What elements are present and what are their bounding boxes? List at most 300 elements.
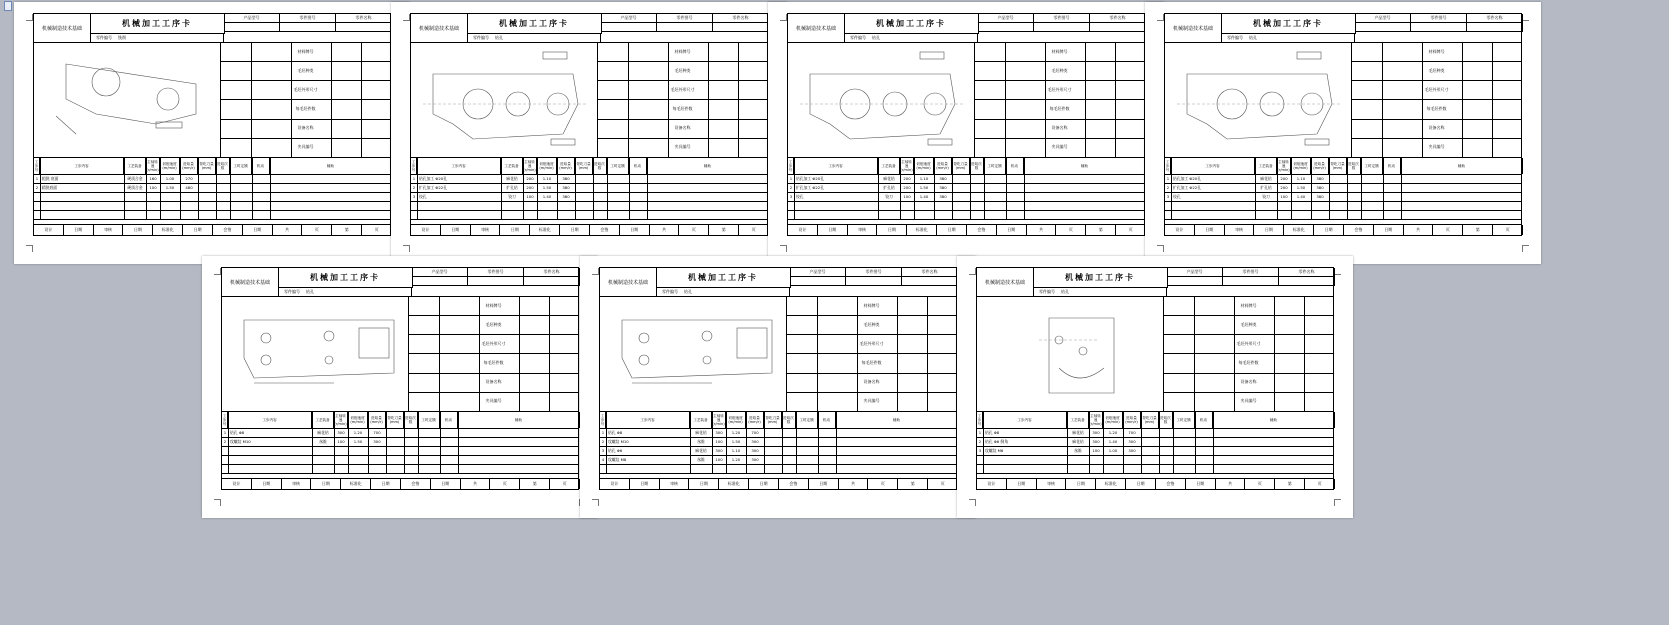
signature-cell: 设计 <box>1165 225 1195 235</box>
steps-header-cell: 工艺装备 <box>1067 412 1089 428</box>
grid-line <box>417 158 418 220</box>
info-row <box>598 80 767 100</box>
grid-line <box>1141 412 1142 474</box>
grid-line <box>198 158 199 220</box>
step-tool: 麻花钻 <box>695 429 707 435</box>
steps-header-cell: 主轴转速 (r/min) <box>1277 160 1290 172</box>
grid-line <box>1194 296 1195 411</box>
step-feed: 300 <box>1128 448 1136 453</box>
meta-cell <box>978 23 1034 32</box>
signature-cell: 审核 <box>660 479 690 489</box>
info-row <box>1352 80 1521 100</box>
step-rpm: 160 <box>149 176 157 181</box>
part-number-row <box>1033 287 1167 296</box>
steps-header-cell: 工步内容 <box>40 158 124 174</box>
steps-header-cell: 工步号 <box>977 414 982 426</box>
grid-line <box>501 158 502 220</box>
step-feed: 380 <box>1316 194 1324 199</box>
grid-line <box>1382 42 1383 157</box>
steps-header-cell: 主轴转速 (r/min) <box>334 414 347 426</box>
grid-line <box>1492 42 1493 157</box>
grid-line <box>818 412 819 474</box>
steps-header-cell: 工步号 <box>1165 160 1170 172</box>
steps-header-cell: 工时定额 <box>984 158 1006 174</box>
grid-line <box>1291 158 1292 220</box>
info-row <box>1352 100 1521 120</box>
meta-cell: 零件图号 <box>1223 268 1279 277</box>
meta-cell: 零件图号 <box>1411 14 1467 23</box>
grid-line <box>418 412 419 474</box>
process-info <box>1163 296 1333 411</box>
grid-line <box>629 158 630 220</box>
grid-line <box>857 296 858 411</box>
step-no: 1 <box>1166 176 1170 181</box>
grid-line <box>1024 158 1025 220</box>
meta-grid <box>412 268 578 296</box>
meta-cell: 产品型号 <box>412 268 468 277</box>
steps-header-cell: 切削速度 (m/min) <box>348 412 368 428</box>
grid-line <box>607 158 608 220</box>
signature-cell: 会签 <box>779 479 809 489</box>
step-rpm: 100 <box>526 194 534 199</box>
info-label: 夹具编号 <box>1240 398 1257 404</box>
part-drawing <box>790 44 972 156</box>
step-content: 粗铣 底面 <box>42 175 59 181</box>
table-row <box>411 210 767 220</box>
step-no: 2 <box>789 185 793 190</box>
crop-mark <box>214 268 221 275</box>
meta-cell: 零件名称 <box>902 268 958 277</box>
steps-header-cell: 背吃刀量 (mm) <box>1329 158 1347 174</box>
grid-line <box>334 412 335 474</box>
step-speed: 1.10 <box>919 176 929 181</box>
info-row <box>409 334 578 354</box>
info-label: 每毛坯件数 <box>672 106 693 112</box>
info-label: 设备名称 <box>297 125 314 131</box>
table-row <box>34 210 390 220</box>
step-no: 2 <box>35 185 39 190</box>
step-feed: 480 <box>185 185 193 190</box>
steps-header <box>222 412 578 429</box>
signature-cell: 页 <box>1057 225 1087 235</box>
crop-mark <box>403 245 410 252</box>
step-rpm: 300 <box>1092 430 1100 435</box>
step-label: 铣削 <box>118 34 126 40</box>
step-tool: 麻花钻 <box>695 447 707 453</box>
steps-header-cell: 切削速度 (m/min) <box>914 158 934 174</box>
grid-line <box>983 412 984 474</box>
signature-cell: 日期 <box>1374 225 1404 235</box>
document-page <box>14 2 410 264</box>
step-rpm: 100 <box>1280 194 1288 199</box>
card-header <box>977 268 1333 297</box>
info-row <box>975 80 1144 100</box>
step-label: 钻孔 <box>495 34 503 40</box>
steps-header-cell: 工步号 <box>222 414 227 426</box>
grid-line <box>1361 158 1362 220</box>
factory-name: 机械制造技术基础 <box>977 268 1034 296</box>
factory-name: 机械制造技术基础 <box>788 14 845 42</box>
steps-header <box>788 158 1144 175</box>
crop-mark <box>26 245 33 252</box>
grid-line <box>439 296 440 411</box>
grid-line <box>228 412 229 474</box>
steps-header-cell: 辅助 <box>647 158 769 174</box>
step-speed: 1.20 <box>1108 430 1118 435</box>
step-label: 钻孔 <box>306 288 314 294</box>
info-label: 材料牌号 <box>1051 48 1068 54</box>
process-steps-table <box>34 157 390 220</box>
steps-header-cell: 切削速度 (m/min) <box>1103 412 1123 428</box>
info-row <box>409 373 578 393</box>
meta-cell <box>336 23 392 32</box>
crop-mark <box>26 14 33 21</box>
steps-header <box>411 158 767 175</box>
signature-cell: 设计 <box>788 225 818 235</box>
step-feed: 300 <box>751 448 759 453</box>
info-label: 毛坯外形尺寸 <box>859 340 884 346</box>
signature-cell: 日期 <box>441 225 471 235</box>
meta-cell <box>790 277 846 286</box>
grid-line <box>312 412 313 474</box>
meta-cell <box>524 277 580 286</box>
grid-line <box>1274 296 1275 411</box>
part-number-label: 零件编号 <box>662 288 678 294</box>
steps-header-cell: 工艺装备 <box>878 158 900 174</box>
crop-mark <box>403 14 410 21</box>
step-no: 1 <box>789 176 793 181</box>
steps-header-cell: 切削速度 (m/min) <box>726 412 746 428</box>
grid-line <box>1213 412 1214 474</box>
info-label: 毛坯外形尺寸 <box>1424 86 1449 92</box>
info-row <box>787 296 956 316</box>
meta-cell <box>1090 23 1146 32</box>
steps-header-cell: 工步内容 <box>228 412 312 428</box>
signature-cell: 审核 <box>848 225 878 235</box>
step-tool: 硬质合金 <box>127 175 143 181</box>
signature-cell: 日期 <box>1314 225 1344 235</box>
steps-header-cell: 机动 <box>1006 158 1024 174</box>
step-tool: 麻花钻 <box>506 175 518 181</box>
grid-line <box>252 158 253 220</box>
grid-line <box>331 42 332 157</box>
signature-cell: 页 <box>1493 225 1523 235</box>
steps-header-cell: 进给量 (mm/r) <box>180 158 198 174</box>
signature-cell: 标准化 <box>1096 479 1126 489</box>
signature-cell: 日期 <box>690 479 720 489</box>
grid-line <box>817 296 818 411</box>
step-speed: 1.50 <box>919 185 929 190</box>
step-speed: 1.50 <box>731 439 741 444</box>
step-content: 钻孔 Φ8 <box>608 429 623 435</box>
grid-line <box>1462 42 1463 157</box>
step-content: 钻孔 Φ8 <box>985 429 1000 435</box>
step-tool: 铰刀 <box>1262 193 1270 199</box>
meta-cell: 零件名称 <box>524 268 580 277</box>
steps-header-cell: 工艺装备 <box>124 158 146 174</box>
grid-line <box>927 296 928 411</box>
grid-line <box>575 158 576 220</box>
card-title: 机械加工工序卡 <box>467 14 602 34</box>
signature-cell: 日期 <box>1067 479 1097 489</box>
grid-line <box>1115 42 1116 157</box>
step-tool: 丝锥 <box>697 438 705 444</box>
steps-header-cell: 背吃刀量 (mm) <box>764 412 782 428</box>
step-speed: 1.20 <box>353 430 363 435</box>
info-row <box>787 392 956 412</box>
info-row <box>1164 373 1333 393</box>
info-row <box>598 42 767 62</box>
signature-cell: 第 <box>1086 225 1116 235</box>
step-tool: 扩孔钻 <box>1260 184 1272 190</box>
grid-line <box>900 158 901 220</box>
part-number-label: 零件编号 <box>1039 288 1055 294</box>
meta-cell <box>468 277 524 286</box>
steps-header-cell: 工步号 <box>600 414 605 426</box>
card-header <box>411 14 767 43</box>
grid-line <box>970 158 971 220</box>
grid-line <box>746 412 747 474</box>
steps-header <box>600 412 956 429</box>
signature-cell: 第 <box>332 225 362 235</box>
steps-header-cell: 进给次数 <box>404 412 418 428</box>
step-speed: 1.20 <box>731 430 741 435</box>
steps-header-cell: 进给量 (mm/r) <box>1123 412 1141 428</box>
steps-header <box>1165 158 1521 175</box>
grid-line <box>230 158 231 220</box>
info-row <box>221 80 390 100</box>
grid-line <box>1123 412 1124 474</box>
step-feed: 300 <box>751 439 759 444</box>
info-row <box>975 61 1144 81</box>
meta-cell <box>224 23 280 32</box>
steps-header-cell: 工艺装备 <box>1255 158 1277 174</box>
step-content: 扩孔加工 Φ22孔 <box>796 184 825 190</box>
grid-line <box>1005 42 1006 157</box>
part-number-row <box>1221 33 1355 42</box>
signature-cell: 页 <box>362 225 392 235</box>
step-tool: 硬质合金 <box>127 184 143 190</box>
step-content: 钻孔加工 Φ20孔 <box>1173 175 1202 181</box>
grid-line <box>738 42 739 157</box>
step-feed: 700 <box>751 430 759 435</box>
step-no: 4 <box>601 457 605 462</box>
crop-mark <box>969 268 976 275</box>
grid-line <box>712 412 713 474</box>
step-no: 3 <box>412 194 416 199</box>
grid-line <box>348 412 349 474</box>
step-content: 攻螺纹 M8 <box>608 456 627 462</box>
signature-cell: 页 <box>1434 225 1464 235</box>
part-drawing <box>602 298 784 410</box>
step-feed: 300 <box>751 457 759 462</box>
process-card <box>1164 13 1522 236</box>
step-tool: 麻花钻 <box>1072 429 1084 435</box>
signature-cell: 审核 <box>1225 225 1255 235</box>
signature-cell: 页 <box>928 479 958 489</box>
signature-cell: 页 <box>303 225 333 235</box>
process-steps-table <box>1165 157 1521 220</box>
step-rpm: 200 <box>526 185 534 190</box>
step-feed: 380 <box>1316 176 1324 181</box>
steps-header-cell: 机动 <box>440 412 458 428</box>
signature-cell: 日期 <box>64 225 94 235</box>
info-row <box>598 119 767 139</box>
crop-mark <box>592 268 599 275</box>
step-tool: 丝锥 <box>697 456 705 462</box>
info-label: 设备名称 <box>674 125 691 131</box>
meta-cell <box>280 23 336 32</box>
steps-header-cell: 工时定额 <box>1361 158 1383 174</box>
signature-cell: 共 <box>1027 225 1057 235</box>
info-row <box>1352 119 1521 139</box>
info-label: 每毛坯件数 <box>1049 106 1070 112</box>
signature-cell: 会签 <box>967 225 997 235</box>
step-tool: 扩孔钻 <box>506 184 518 190</box>
step-content: 精铣底面 <box>42 184 58 190</box>
info-label: 材料牌号 <box>674 48 691 54</box>
process-steps-table <box>788 157 1144 220</box>
process-info <box>786 296 956 411</box>
step-content: 攻螺纹 M10 <box>230 438 251 444</box>
info-row <box>1352 138 1521 158</box>
step-feed: 700 <box>373 430 381 435</box>
signature-cell: 日期 <box>878 225 908 235</box>
grid-line <box>270 158 271 220</box>
steps-header-cell: 工步内容 <box>606 412 690 428</box>
grid-line <box>1311 158 1312 220</box>
step-speed: 1.10 <box>731 448 741 453</box>
steps-header-cell: 切削速度 (m/min) <box>1291 158 1311 174</box>
process-card <box>221 267 579 490</box>
step-feed: 380 <box>562 194 570 199</box>
meta-cell: 产品型号 <box>978 14 1034 23</box>
crop-mark <box>780 245 787 252</box>
step-speed: 1.00 <box>1108 448 1118 453</box>
signature-cell: 审核 <box>471 225 501 235</box>
info-label: 设备名称 <box>1428 125 1445 131</box>
card-title: 机械加工工序卡 <box>656 268 791 288</box>
signature-cell: 日期 <box>1186 479 1216 489</box>
info-row <box>787 354 956 374</box>
info-label: 设备名称 <box>1240 379 1257 385</box>
signature-row <box>977 478 1333 489</box>
step-feed: 700 <box>1128 430 1136 435</box>
steps-header-cell: 工时定额 <box>230 158 252 174</box>
step-rpm: 300 <box>715 430 723 435</box>
step-rpm: 100 <box>715 457 723 462</box>
info-label: 每毛坯件数 <box>1238 360 1259 366</box>
grid-line <box>124 158 125 220</box>
part-number-row <box>278 287 412 296</box>
info-row <box>975 100 1144 120</box>
steps-header-cell: 进给量 (mm/r) <box>557 158 575 174</box>
step-speed: 1.50 <box>1296 185 1306 190</box>
step-tool: 丝锥 <box>1074 447 1082 453</box>
grid-line <box>519 296 520 411</box>
grid-line <box>897 296 898 411</box>
step-feed: 380 <box>1316 185 1324 190</box>
step-no: 2 <box>601 439 605 444</box>
grid-line <box>1089 412 1090 474</box>
card-header <box>34 14 390 43</box>
info-label: 材料牌号 <box>863 302 880 308</box>
step-speed: 1.50 <box>353 439 363 444</box>
document-page <box>768 2 1164 264</box>
step-no: 1 <box>223 430 227 435</box>
signature-cell: 第 <box>1275 479 1305 489</box>
steps-header-cell: 工步号 <box>34 160 39 172</box>
step-speed: 1.20 <box>731 457 741 462</box>
steps-header-cell: 辅助 <box>1213 412 1335 428</box>
steps-header-cell: 主轴转速 (r/min) <box>1089 414 1102 426</box>
grid-line <box>557 158 558 220</box>
process-steps-table <box>600 411 956 474</box>
grid-line <box>404 412 405 474</box>
signature-cell: 日期 <box>818 225 848 235</box>
signature-cell: 标准化 <box>341 479 371 489</box>
grid-line <box>647 158 648 220</box>
steps-header-cell: 辅助 <box>458 412 580 428</box>
step-tool: 麻花钻 <box>1072 438 1084 444</box>
steps-header-cell: 主轴转速 (r/min) <box>523 160 536 172</box>
step-content: 钻孔 Φ6 <box>608 447 623 453</box>
process-card <box>599 267 957 490</box>
grid-line <box>782 412 783 474</box>
document-page <box>957 256 1353 518</box>
signature-row <box>1165 224 1521 235</box>
info-row <box>221 61 390 81</box>
signature-cell: 会签 <box>213 225 243 235</box>
grid-line <box>606 412 607 474</box>
grid-line <box>1234 296 1235 411</box>
signature-cell: 页 <box>1116 225 1146 235</box>
grid-line <box>386 412 387 474</box>
table-row <box>600 464 956 474</box>
steps-header-cell: 进给量 (mm/r) <box>746 412 764 428</box>
info-row <box>975 42 1144 62</box>
grid-line <box>458 412 459 474</box>
card-title: 机械加工工序卡 <box>1033 268 1168 288</box>
document-page <box>580 256 976 518</box>
meta-grid <box>224 14 390 42</box>
grid-line <box>479 296 480 411</box>
grid-line <box>794 158 795 220</box>
signature-row <box>222 478 578 489</box>
step-rpm: 200 <box>903 176 911 181</box>
signature-cell: 日期 <box>243 225 273 235</box>
step-rpm: 300 <box>1092 439 1100 444</box>
meta-cell <box>1034 23 1090 32</box>
signature-cell: 日期 <box>1126 479 1156 489</box>
steps-header-cell: 机动 <box>1195 412 1213 428</box>
signature-cell: 日期 <box>749 479 779 489</box>
step-label: 钻孔 <box>1061 288 1069 294</box>
signature-cell: 设计 <box>977 479 1007 489</box>
part-number-label: 零件编号 <box>1227 34 1243 40</box>
info-label: 设备名称 <box>1051 125 1068 131</box>
process-info <box>597 42 767 157</box>
steps-header-cell: 背吃刀量 (mm) <box>386 412 404 428</box>
signature-cell: 日期 <box>183 225 213 235</box>
signature-cell: 日期 <box>371 479 401 489</box>
signature-cell: 共 <box>273 225 303 235</box>
steps-header-cell: 辅助 <box>1401 158 1523 174</box>
signature-cell: 会签 <box>401 479 431 489</box>
grid-line <box>216 158 217 220</box>
steps-header-cell: 工艺装备 <box>501 158 523 174</box>
step-tool: 丝锥 <box>319 438 327 444</box>
